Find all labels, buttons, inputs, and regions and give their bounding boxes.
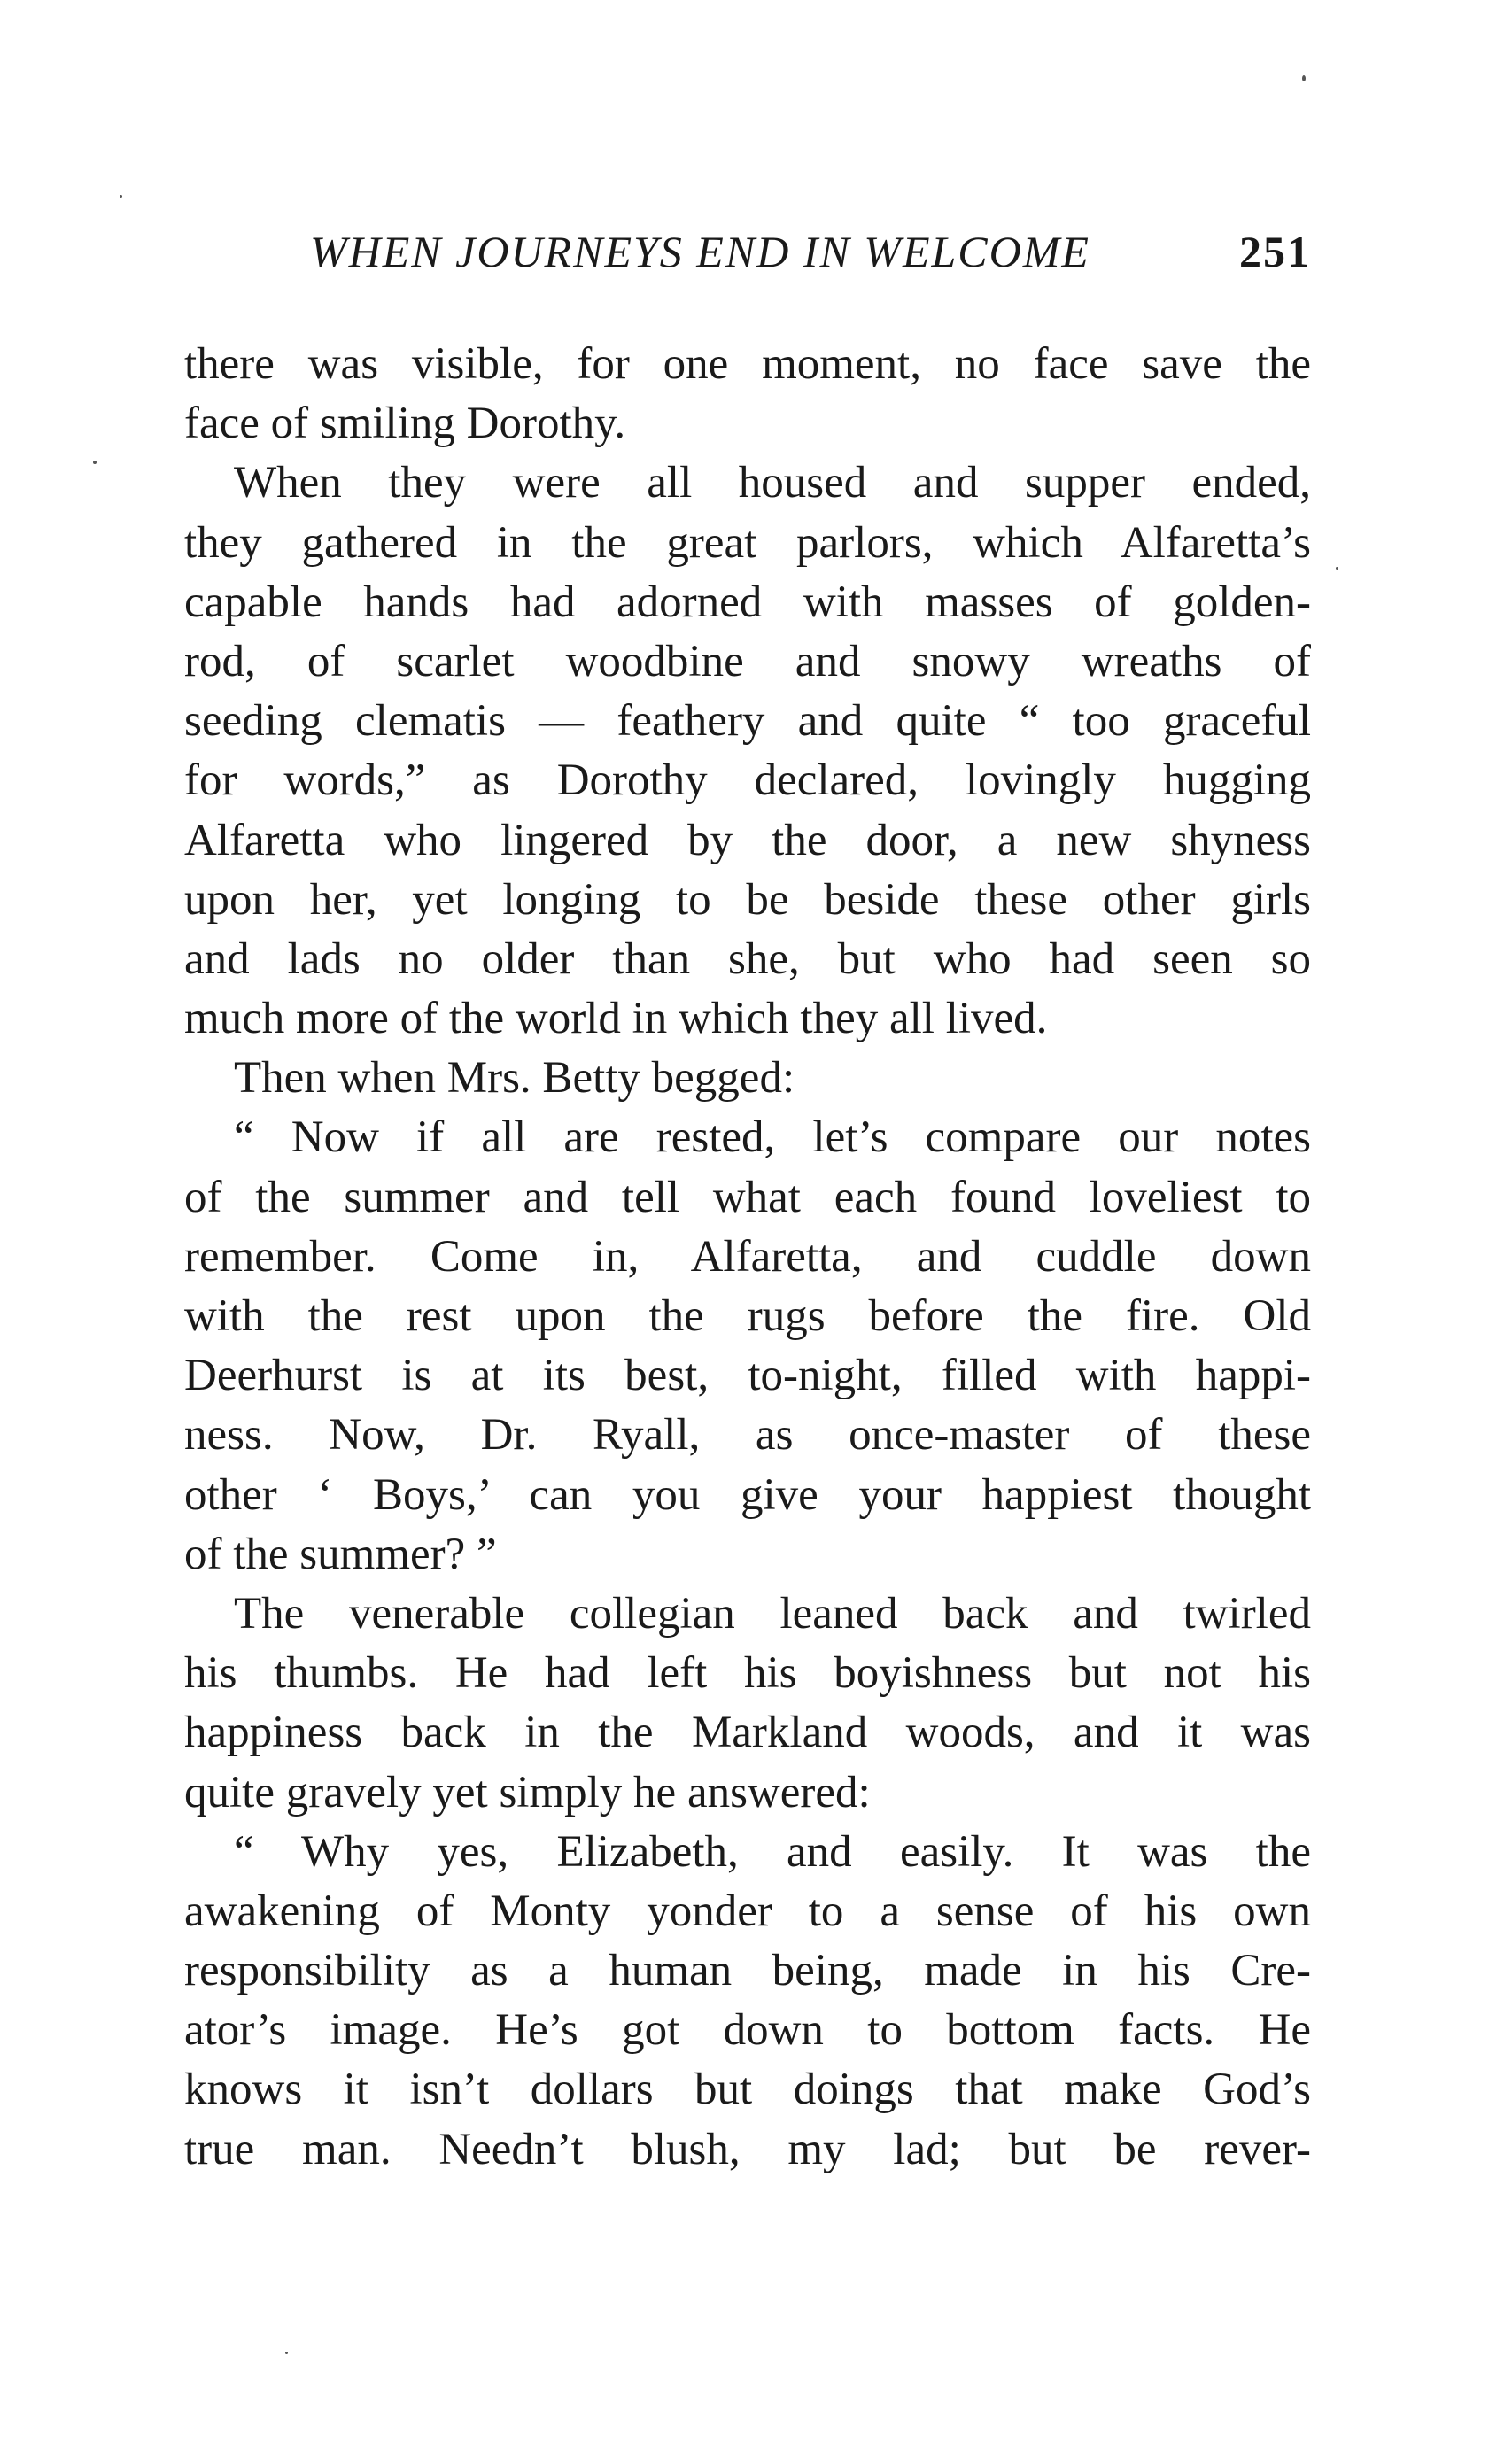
text-line: his thumbs. He had left his boyishness but not his xyxy=(184,1648,1311,1699)
scan-speck xyxy=(1302,75,1306,81)
scan-speck xyxy=(93,461,97,464)
text-line: ator’s image. He’s got down to bottom facts. He xyxy=(184,2005,1311,2056)
running-head xyxy=(310,226,1311,288)
text-line: quite gravely yet simply he answered: xyxy=(184,1767,871,1817)
body-text xyxy=(184,335,1311,2180)
running-head-title: WHEN JOURNEYS END IN WELCOME xyxy=(310,227,1090,276)
text-line: there was visible, for one moment, no face save the xyxy=(184,339,1311,389)
page-number: 251 xyxy=(1239,227,1311,276)
text-line: seeding clematis — feathery and quite “ too graceful xyxy=(184,696,1311,747)
scan-speck xyxy=(1336,567,1338,570)
text-line: face of smiling Dorothy. xyxy=(184,399,626,449)
text-line: Deerhurst is at its best, to-night, filled with happi- xyxy=(184,1351,1311,1401)
scan-speck xyxy=(120,195,122,198)
text-line: When they were all housed and supper ended, xyxy=(234,458,1311,508)
text-line: responsibility as a human being, made in his Cre- xyxy=(184,1946,1311,1996)
text-line: capable hands had adorned with masses of golden- xyxy=(184,577,1311,627)
text-line: “ Now if all are rested, let’s compare our notes xyxy=(234,1112,1311,1163)
text-line: of the summer? ” xyxy=(184,1529,497,1579)
text-line: happiness back in the Markland woods, and it was xyxy=(184,1708,1311,1758)
text-line: of the summer and tell what each found loveliest to xyxy=(184,1172,1311,1222)
text-line: The venerable collegian leaned back and twirled xyxy=(234,1588,1311,1639)
text-line: with the rest upon the rugs before the fire. Old xyxy=(184,1291,1311,1341)
text-line: for words,” as Dorothy declared, lovingly hugging xyxy=(184,755,1311,806)
text-line: they gathered in the great parlors, which Alfaretta’s xyxy=(184,517,1311,568)
text-line: much more of the world in which they all lived. xyxy=(184,994,1048,1044)
text-line: ness. Now, Dr. Ryall, as once-master of these xyxy=(184,1410,1311,1461)
text-line: awakening of Monty yonder to a sense of his own xyxy=(184,1886,1311,1936)
text-line: true man. Needn’t blush, my lad; but be rever- xyxy=(184,2124,1311,2174)
text-line: Alfaretta who lingered by the door, a new shyness xyxy=(184,815,1311,865)
text-line: rod, of scarlet woodbine and snowy wreaths of xyxy=(184,636,1311,686)
text-line: Then when Mrs. Betty begged: xyxy=(234,1053,795,1104)
scan-speck xyxy=(285,2352,288,2354)
text-line: upon her, yet longing to be beside these other girls xyxy=(184,874,1311,925)
text-line: knows it isn’t dollars but doings that make God’s xyxy=(184,2065,1311,2115)
text-line: and lads no older than she, but who had seen so xyxy=(184,934,1311,984)
text-line: other ‘ Boys,’ can you give your happiest thought xyxy=(184,1469,1311,1520)
text-line: remember. Come in, Alfaretta, and cuddle down xyxy=(184,1231,1311,1282)
text-line: “ Why yes, Elizabeth, and easily. It was the xyxy=(234,1826,1311,1877)
